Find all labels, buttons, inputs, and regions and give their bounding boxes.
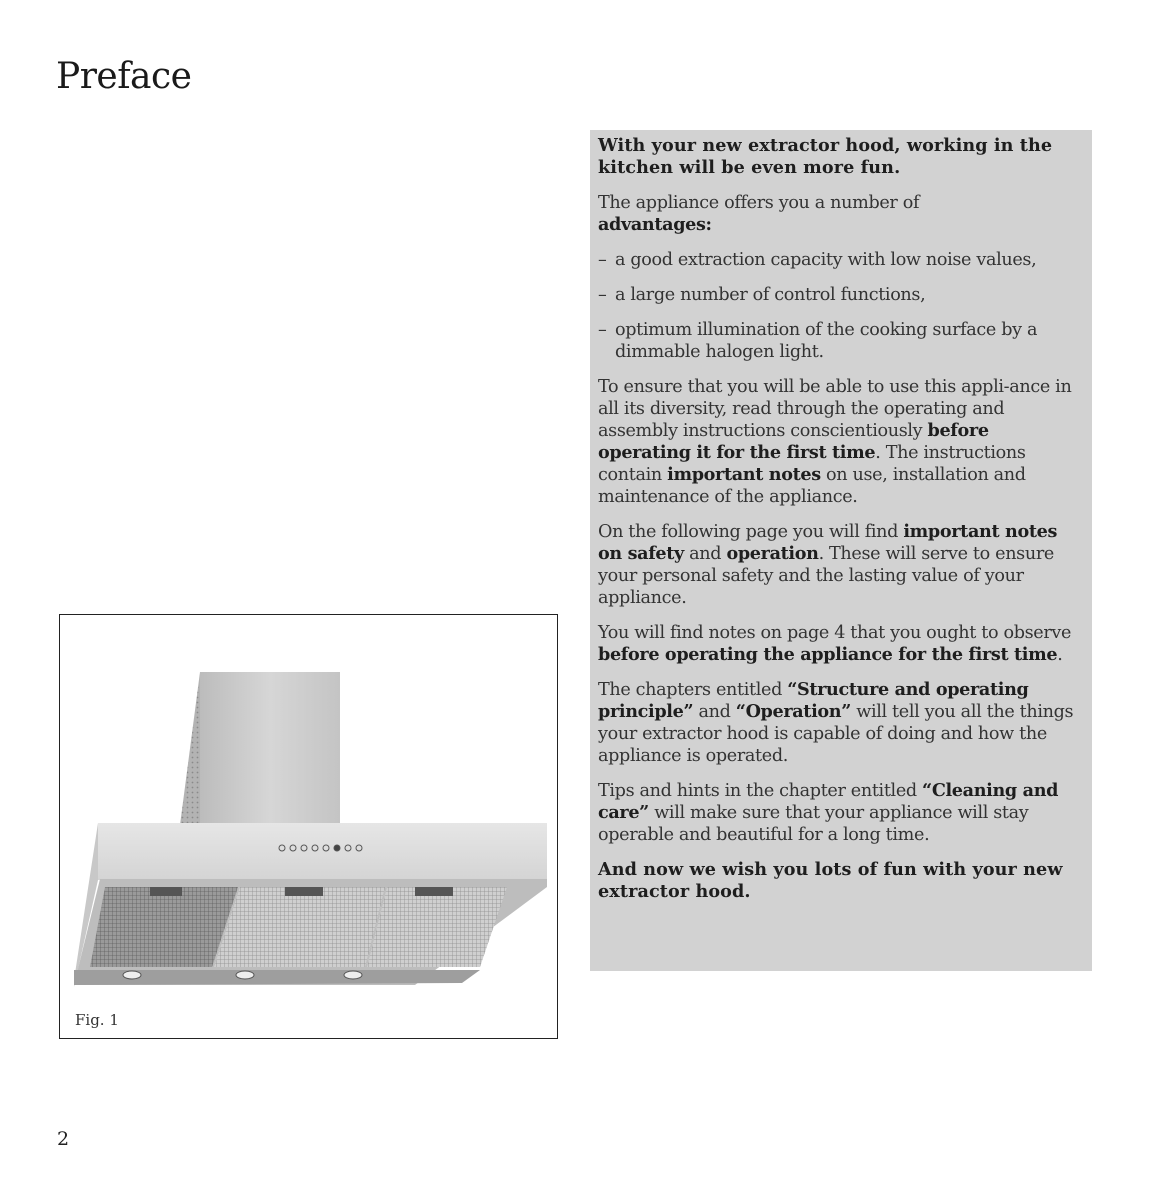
figure-caption: Fig. 1 <box>75 1011 119 1029</box>
page-title: Preface <box>56 56 192 97</box>
page-number: 2 <box>57 1128 70 1150</box>
paragraph-cleaning: Tips and hints in the chapter entitled “Cleaning and care” will make sure that your appliance will stay operable and beautiful for a long time. <box>598 780 1059 845</box>
list-item: – a large number of control functions, <box>598 285 926 305</box>
paragraph-safety: On the following page you will find important notes on safety and operation. These will serve to ensure your personal safety and the lasting value of your appliance. <box>598 521 1058 608</box>
halogen-light-1 <box>123 971 141 979</box>
intro-panel <box>590 130 1092 971</box>
closing-text: And now we wish you lots of fun with your new extractor hood. <box>598 859 1063 902</box>
figure-1 <box>59 614 558 1039</box>
filter-left <box>90 887 238 967</box>
advantages-intro: The appliance offers you a number of advantages: <box>598 193 920 235</box>
paragraph-first-use: You will find notes on page 4 that you ought to observe before operating the appliance for the first time. <box>598 623 1072 665</box>
canopy-face <box>98 823 547 880</box>
chimney-front <box>200 672 340 827</box>
extractor-hood-illustration <box>60 615 557 1038</box>
intro-heading: With your new extractor hood, working in the kitchen will be even more fun. <box>598 135 1053 178</box>
halogen-light-3 <box>344 971 362 979</box>
list-item: – a good extraction capacity with low noise values, <box>598 250 1037 270</box>
paragraph-instructions: To ensure that you will be able to use this appli-ance in all its diversity, read through the operating and assembly instructions conscientiously before operating it for the first time. The instructions contain important notes on use, installation and maintenance of the appliance. <box>598 377 1072 507</box>
filter-right <box>367 887 507 967</box>
halogen-light-2 <box>236 971 254 979</box>
list-item: – optimum illumination of the cooking surface by a dimmable halogen light. <box>598 320 1038 362</box>
paragraph-chapters: The chapters entitled “Structure and operating principle” and “Operation” will tell you all the things your extractor hood is capable of doing and how the appliance is operated. <box>598 679 1074 766</box>
chimney-side <box>180 672 200 825</box>
filter-middle <box>214 887 385 967</box>
advantages-label: advantages: <box>598 214 712 235</box>
